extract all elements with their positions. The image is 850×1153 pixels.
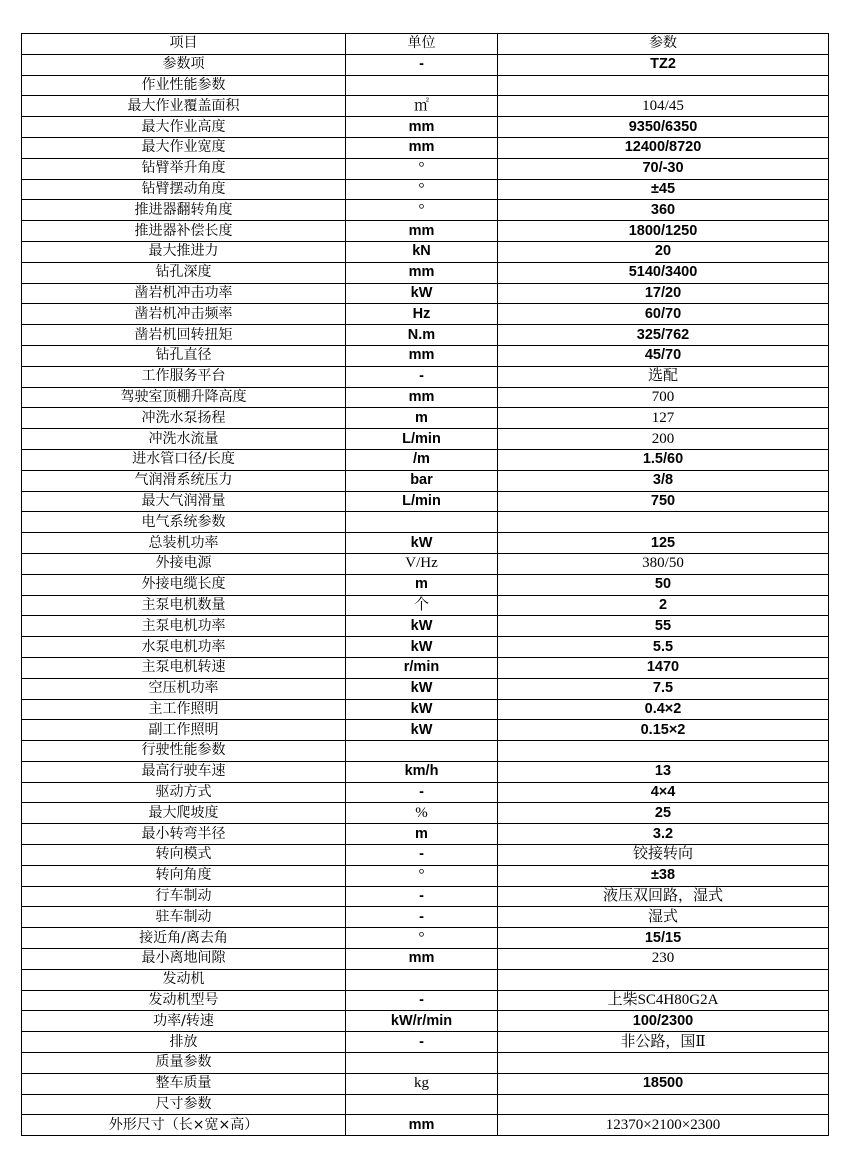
row-value: 18500: [498, 1073, 829, 1094]
table-row: [22, 886, 829, 907]
table-row: [22, 761, 829, 782]
row-item: 钻孔深度: [22, 262, 346, 283]
header-value: 参数: [498, 34, 829, 55]
row-item: 发动机型号: [22, 990, 346, 1011]
row-value: 5140/3400: [498, 262, 829, 283]
row-value: 70/-30: [498, 158, 829, 179]
row-value: 104/45: [498, 96, 829, 117]
row-unit: -: [346, 845, 498, 866]
row-unit: 个: [346, 595, 498, 616]
row-value: 1800/1250: [498, 221, 829, 242]
header-unit: 单位: [346, 34, 498, 55]
row-value: 60/70: [498, 304, 829, 325]
row-value: 湿式: [498, 907, 829, 928]
row-unit: m: [346, 574, 498, 595]
row-item: 转向模式: [22, 845, 346, 866]
row-value: 200: [498, 429, 829, 450]
row-item: 主泵电机功率: [22, 616, 346, 637]
table-row: [22, 595, 829, 616]
table-row: [22, 429, 829, 450]
row-unit: -: [346, 907, 498, 928]
row-item: 冲洗水流量: [22, 429, 346, 450]
row-item: 功率/转速: [22, 1011, 346, 1032]
row-item: 外接电缆长度: [22, 574, 346, 595]
row-item: 驾驶室顶棚升降高度: [22, 387, 346, 408]
row-item: 参数项: [22, 54, 346, 75]
row-value: 9350/6350: [498, 117, 829, 138]
row-item: 行车制动: [22, 886, 346, 907]
table-row: [22, 262, 829, 283]
row-value: 1.5/60: [498, 449, 829, 470]
table-row: [22, 949, 829, 970]
row-unit: V/Hz: [346, 553, 498, 574]
row-item: 尺寸参数: [22, 1094, 346, 1115]
row-unit: mm: [346, 1115, 498, 1136]
row-unit: L/min: [346, 429, 498, 450]
row-value: 127: [498, 408, 829, 429]
table-row: [22, 241, 829, 262]
row-item: 推进器补偿长度: [22, 221, 346, 242]
row-item: 外形尺寸（长×宽×高）: [22, 1115, 346, 1136]
row-value: 4×4: [498, 782, 829, 803]
row-value: [498, 969, 829, 990]
row-value: 15/15: [498, 928, 829, 949]
row-item: 转向角度: [22, 865, 346, 886]
table-row: [22, 75, 829, 96]
row-item: 主工作照明: [22, 699, 346, 720]
row-value: [498, 1053, 829, 1074]
table-row: [22, 637, 829, 658]
row-unit: kN: [346, 241, 498, 262]
row-item: 推进器翻转角度: [22, 200, 346, 221]
table-row: [22, 699, 829, 720]
row-item: 凿岩机冲击频率: [22, 304, 346, 325]
row-item: 最小转弯半径: [22, 824, 346, 845]
row-unit: kW: [346, 533, 498, 554]
row-unit: mm: [346, 137, 498, 158]
row-item: 气润滑系统压力: [22, 470, 346, 491]
table-row: [22, 928, 829, 949]
row-unit: ㎡: [346, 96, 498, 117]
row-value: 上柴SC4H80G2A: [498, 990, 829, 1011]
table-row: [22, 366, 829, 387]
table-row: [22, 803, 829, 824]
row-unit: °: [346, 179, 498, 200]
row-unit: [346, 969, 498, 990]
table-row: [22, 1032, 829, 1053]
row-unit: m: [346, 408, 498, 429]
row-value: 750: [498, 491, 829, 512]
row-unit: kW: [346, 678, 498, 699]
row-item: 接近角/离去角: [22, 928, 346, 949]
table-row: [22, 1011, 829, 1032]
row-unit: -: [346, 366, 498, 387]
table-row: [22, 1094, 829, 1115]
table-row: [22, 1053, 829, 1074]
row-item: 最大作业覆盖面积: [22, 96, 346, 117]
row-value: 700: [498, 387, 829, 408]
row-unit: N.m: [346, 325, 498, 346]
row-unit: kW: [346, 283, 498, 304]
table-row: [22, 845, 829, 866]
row-item: 钻臂摆动角度: [22, 179, 346, 200]
table-row: [22, 137, 829, 158]
row-value: ±38: [498, 865, 829, 886]
table-row: [22, 865, 829, 886]
row-value: 3.2: [498, 824, 829, 845]
row-item: 钻臂举升角度: [22, 158, 346, 179]
row-unit: km/h: [346, 761, 498, 782]
table-row: [22, 221, 829, 242]
table-row: [22, 345, 829, 366]
table-row: [22, 158, 829, 179]
row-unit: -: [346, 782, 498, 803]
row-value: 5.5: [498, 637, 829, 658]
row-value: 7.5: [498, 678, 829, 699]
row-item: 最大作业宽度: [22, 137, 346, 158]
table-row: [22, 179, 829, 200]
row-value: 1470: [498, 657, 829, 678]
row-value: TZ2: [498, 54, 829, 75]
row-value: 230: [498, 949, 829, 970]
row-value: 125: [498, 533, 829, 554]
row-unit: bar: [346, 470, 498, 491]
table-row: [22, 553, 829, 574]
table-row: [22, 512, 829, 533]
row-unit: Hz: [346, 304, 498, 325]
table-row: [22, 574, 829, 595]
row-unit: -: [346, 886, 498, 907]
row-value: 360: [498, 200, 829, 221]
table-row: [22, 408, 829, 429]
table-row: [22, 1073, 829, 1094]
table-row: [22, 491, 829, 512]
row-item: 冲洗水泵扬程: [22, 408, 346, 429]
table-row: [22, 720, 829, 741]
row-value: 55: [498, 616, 829, 637]
row-item: 最大作业高度: [22, 117, 346, 138]
row-item: 发动机: [22, 969, 346, 990]
row-item: 最大推进力: [22, 241, 346, 262]
row-unit: [346, 512, 498, 533]
header-row: [22, 34, 829, 55]
row-unit: m: [346, 824, 498, 845]
row-unit: %: [346, 803, 498, 824]
row-item: 凿岩机回转扭矩: [22, 325, 346, 346]
row-value: 铰接转向: [498, 845, 829, 866]
row-unit: °: [346, 200, 498, 221]
row-unit: -: [346, 1032, 498, 1053]
spec-body: [22, 54, 829, 1135]
row-unit: r/min: [346, 657, 498, 678]
row-item: 钻孔直径: [22, 345, 346, 366]
row-value: 3/8: [498, 470, 829, 491]
table-row: [22, 741, 829, 762]
row-item: 整车质量: [22, 1073, 346, 1094]
row-value: 0.4×2: [498, 699, 829, 720]
row-unit: [346, 741, 498, 762]
row-item: 最大气润滑量: [22, 491, 346, 512]
row-value: 50: [498, 574, 829, 595]
table-row: [22, 96, 829, 117]
row-value: 0.15×2: [498, 720, 829, 741]
row-item: 电气系统参数: [22, 512, 346, 533]
row-value: 20: [498, 241, 829, 262]
table-row: [22, 283, 829, 304]
table-row: [22, 533, 829, 554]
table-row: [22, 54, 829, 75]
row-item: 最小离地间隙: [22, 949, 346, 970]
row-item: 进水管口径/长度: [22, 449, 346, 470]
row-value: [498, 75, 829, 96]
row-value: 325/762: [498, 325, 829, 346]
row-unit: °: [346, 158, 498, 179]
row-item: 凿岩机冲击功率: [22, 283, 346, 304]
row-item: 副工作照明: [22, 720, 346, 741]
row-item: 空压机功率: [22, 678, 346, 699]
row-unit: [346, 75, 498, 96]
table-row: [22, 782, 829, 803]
row-unit: kW/r/min: [346, 1011, 498, 1032]
row-item: 驱动方式: [22, 782, 346, 803]
row-item: 行驶性能参数: [22, 741, 346, 762]
table-row: [22, 449, 829, 470]
table-row: [22, 824, 829, 845]
row-item: 主泵电机转速: [22, 657, 346, 678]
table-row: [22, 200, 829, 221]
row-unit: mm: [346, 221, 498, 242]
row-value: 非公路，国Ⅱ: [498, 1032, 829, 1053]
row-item: 质量参数: [22, 1053, 346, 1074]
row-item: 工作服务平台: [22, 366, 346, 387]
row-unit: mm: [346, 345, 498, 366]
table-row: [22, 969, 829, 990]
table-row: [22, 616, 829, 637]
row-value: 选配: [498, 366, 829, 387]
row-item: 主泵电机数量: [22, 595, 346, 616]
row-item: 水泵电机功率: [22, 637, 346, 658]
table-row: [22, 325, 829, 346]
row-value: 12370×2100×2300: [498, 1115, 829, 1136]
row-unit: mm: [346, 949, 498, 970]
row-item: 最大爬坡度: [22, 803, 346, 824]
row-item: 排放: [22, 1032, 346, 1053]
spec-table: [21, 33, 829, 1136]
row-value: 13: [498, 761, 829, 782]
row-unit: mm: [346, 117, 498, 138]
table-row: [22, 657, 829, 678]
table-row: [22, 1115, 829, 1136]
row-value: 25: [498, 803, 829, 824]
row-value: 12400/8720: [498, 137, 829, 158]
row-item: 作业性能参数: [22, 75, 346, 96]
table-row: [22, 678, 829, 699]
row-value: [498, 741, 829, 762]
table-row: [22, 907, 829, 928]
table-row: [22, 117, 829, 138]
table-row: [22, 387, 829, 408]
row-unit: /m: [346, 449, 498, 470]
row-unit: kW: [346, 699, 498, 720]
table-row: [22, 990, 829, 1011]
row-unit: [346, 1094, 498, 1115]
row-value: 液压双回路，湿式: [498, 886, 829, 907]
row-value: 2: [498, 595, 829, 616]
row-item: 驻车制动: [22, 907, 346, 928]
row-value: ±45: [498, 179, 829, 200]
row-value: [498, 1094, 829, 1115]
row-unit: °: [346, 865, 498, 886]
header-item: 项目: [22, 34, 346, 55]
row-value: 100/2300: [498, 1011, 829, 1032]
row-unit: -: [346, 54, 498, 75]
row-unit: mm: [346, 262, 498, 283]
row-unit: kW: [346, 720, 498, 741]
row-unit: [346, 1053, 498, 1074]
row-unit: mm: [346, 387, 498, 408]
row-unit: kW: [346, 637, 498, 658]
row-unit: -: [346, 990, 498, 1011]
row-unit: °: [346, 928, 498, 949]
row-value: 380/50: [498, 553, 829, 574]
table-row: [22, 470, 829, 491]
table-row: [22, 304, 829, 325]
row-unit: L/min: [346, 491, 498, 512]
row-value: [498, 512, 829, 533]
row-value: 17/20: [498, 283, 829, 304]
row-unit: kW: [346, 616, 498, 637]
row-value: 45/70: [498, 345, 829, 366]
row-item: 总装机功率: [22, 533, 346, 554]
row-item: 外接电源: [22, 553, 346, 574]
row-item: 最高行驶车速: [22, 761, 346, 782]
row-unit: kg: [346, 1073, 498, 1094]
